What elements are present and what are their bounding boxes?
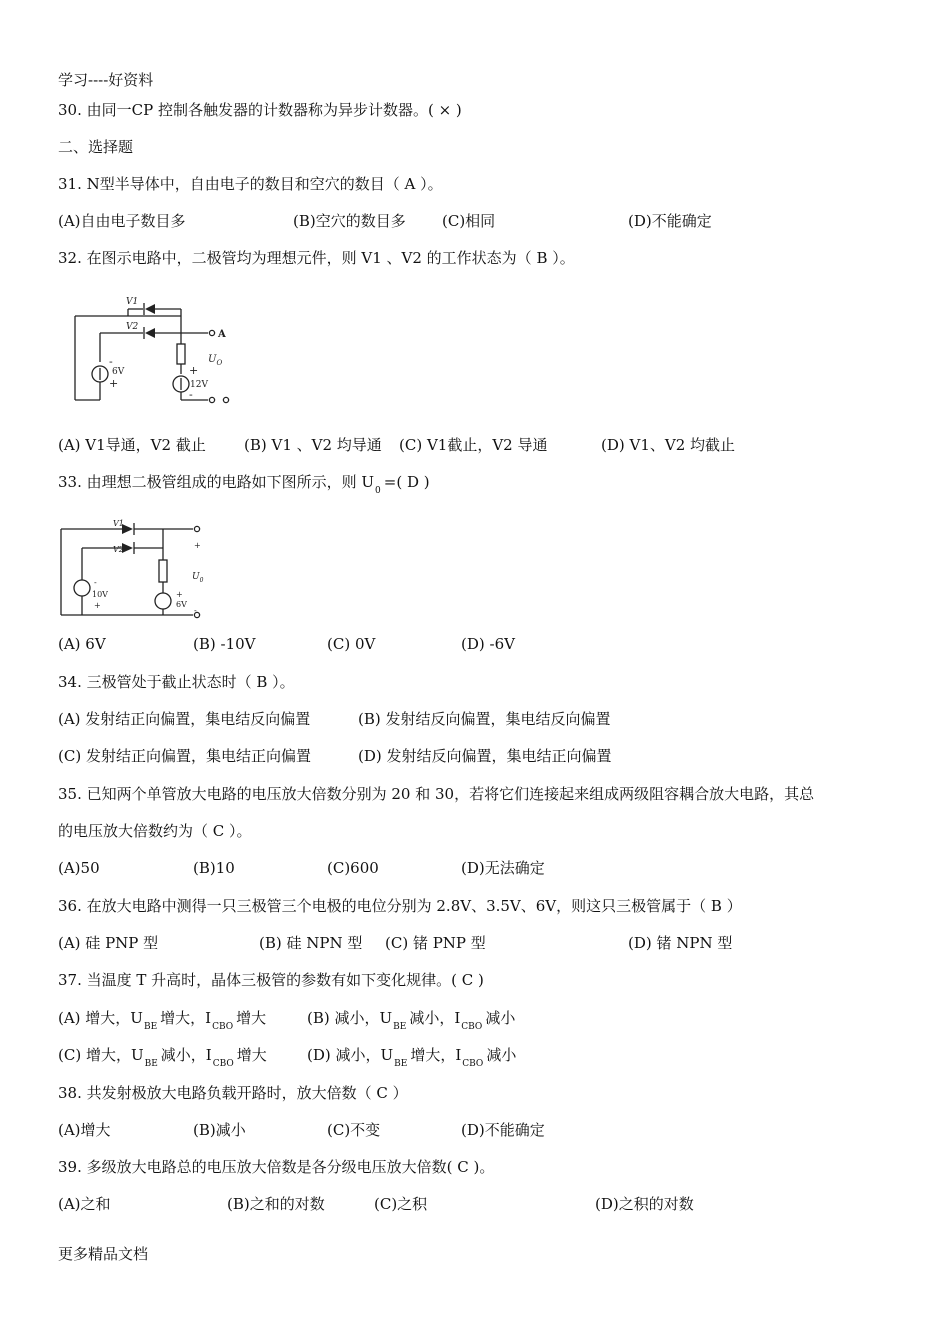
q33-v2-label: V2 xyxy=(113,545,124,554)
q32-source-6v-label: 6V xyxy=(112,367,125,377)
page-footer: 更多精品文档 xyxy=(58,1245,149,1263)
svg-text:+: + xyxy=(189,364,199,377)
q35-option-c: (C)600 xyxy=(327,859,379,877)
q33-option-b: (B) -10V xyxy=(193,635,256,653)
question-30: 30. 由同一CP 控制各触发器的计数器称为异步计数器。( × ) xyxy=(58,101,462,119)
q36-option-a: (A) 硅 PNP 型 xyxy=(58,934,159,952)
q37-option-a: (A) 增大，$U_{BE}$ 增大，$I_{CBO}$ 增大 xyxy=(58,1009,267,1032)
q36-option-b: (B) 硅 NPN 型 xyxy=(259,934,363,952)
q31-option-b: (B)空穴的数目多 xyxy=(293,212,406,230)
q38-option-a: (A)增大 xyxy=(58,1121,111,1139)
q34-option-b: (B) 发射结反向偏置，集电结反向偏置 xyxy=(358,710,611,728)
q33-v1-label: V1 xyxy=(113,519,124,528)
q35-option-d: (D)无法确定 xyxy=(461,859,545,877)
q37-option-b: (B) 减小，$U_{BE}$ 减小，$I_{CBO}$ 减小 xyxy=(307,1009,516,1032)
q32-v1-label: V1 xyxy=(126,297,139,307)
svg-text:+: + xyxy=(94,601,101,610)
question-33-stem: 33. 由理想二极管组成的电路如下图所示，则 $U_0$ =( D ) xyxy=(58,473,430,496)
question-39-stem: 39. 多级放大电路总的电压放大倍数是各分级电压放大倍数( C )。 xyxy=(58,1158,495,1176)
q33-option-a: (A) 6V xyxy=(58,635,106,653)
q39-option-d: (D)之积的对数 xyxy=(595,1195,694,1213)
q38-option-d: (D)不能确定 xyxy=(461,1121,545,1139)
question-35-stem-line2: 的电压放大倍数约为（ C ）。 xyxy=(58,822,252,840)
q32-option-a: (A) V1导通，V2 截止 xyxy=(58,436,206,454)
svg-text:+: + xyxy=(176,590,183,599)
q38-option-c: (C)不变 xyxy=(327,1121,381,1139)
question-32-stem: 32. 在图示电路中，二极管均为理想元件，则 V1 、V2 的工作状态为（ B ）。 xyxy=(58,249,575,267)
q39-option-a: (A)之和 xyxy=(58,1195,111,1213)
svg-text:+: + xyxy=(109,377,119,390)
q39-option-b: (B)之和的对数 xyxy=(227,1195,325,1213)
svg-text:-: - xyxy=(194,606,197,615)
q31-option-a: (A)自由电子数目多 xyxy=(58,212,186,230)
q31-option-c: (C)相同 xyxy=(442,212,496,230)
svg-text:-: - xyxy=(109,355,113,368)
q32-option-b: (B) V1 、V2 均导通 xyxy=(244,436,382,454)
q32-terminal-label: A xyxy=(218,329,226,340)
question-31-stem: 31. N型半导体中，自由电子的数目和空穴的数目（ A ）。 xyxy=(58,175,443,193)
q34-option-d: (D) 发射结反向偏置，集电结正向偏置 xyxy=(358,747,612,765)
q32-circuit-diagram xyxy=(68,292,238,410)
q36-option-d: (D) 锗 NPN 型 xyxy=(628,934,733,952)
q38-option-b: (B)减小 xyxy=(193,1121,246,1139)
q33-option-c: (C) 0V xyxy=(327,635,376,653)
q36-option-c: (C) 锗 PNP 型 xyxy=(385,934,486,952)
q32-source-12v-label: 12V xyxy=(190,380,208,390)
q33-source-10v-label: 10V xyxy=(92,590,108,599)
q37-option-c: (C) 增大，$U_{BE}$ 减小，$I_{CBO}$ 增大 xyxy=(58,1046,267,1069)
q32-v2-label: V2 xyxy=(126,322,139,332)
q33-source-6v-label: 6V xyxy=(176,600,187,609)
q31-option-d: (D)不能确定 xyxy=(628,212,712,230)
q37-option-d: (D) 减小，$U_{BE}$ 增大，$I_{CBO}$ 减小 xyxy=(307,1046,517,1069)
question-35-stem-line1: 35. 已知两个单管放大电路的电压放大倍数分别为 20 和 30，若将它们连接起来组成两级阻容耦合放大电路，其总 xyxy=(58,785,815,803)
q33-option-d: (D) -6V xyxy=(461,635,515,653)
question-37-stem: 37. 当温度 T 升高时，晶体三极管的参数有如下变化规律。( C ) xyxy=(58,971,484,989)
section-title: 二、选择题 xyxy=(58,138,134,156)
question-38-stem: 38. 共发射极放大电路负载开路时，放大倍数（ C ） xyxy=(58,1084,408,1102)
svg-text:+: + xyxy=(194,541,201,550)
q34-option-a: (A) 发射结正向偏置，集电结反向偏置 xyxy=(58,710,311,728)
q35-option-a: (A)50 xyxy=(58,859,100,877)
q39-option-c: (C)之积 xyxy=(374,1195,428,1213)
question-36-stem: 36. 在放大电路中测得一只三极管三个电极的电位分别为 2.8V、3.5V、6V，则这只三极管属于（ B ） xyxy=(58,897,742,915)
svg-text:-: - xyxy=(94,578,97,587)
q32-option-d: (D) V1、V2 均截止 xyxy=(601,436,736,454)
q34-option-c: (C) 发射结正向偏置，集电结正向偏置 xyxy=(58,747,311,765)
q32-uo-label: $U_O$ xyxy=(208,354,223,367)
q32-option-c: (C) V1截止，V2 导通 xyxy=(399,436,548,454)
q33-uo-label: $U_0$ xyxy=(192,572,204,584)
page-header: 学习----好资料 xyxy=(58,71,154,89)
question-34-stem: 34. 三极管处于截止状态时（ B ）。 xyxy=(58,673,295,691)
q35-option-b: (B)10 xyxy=(193,859,235,877)
q33-circuit-diagram xyxy=(58,515,218,623)
svg-text:-: - xyxy=(189,388,193,401)
